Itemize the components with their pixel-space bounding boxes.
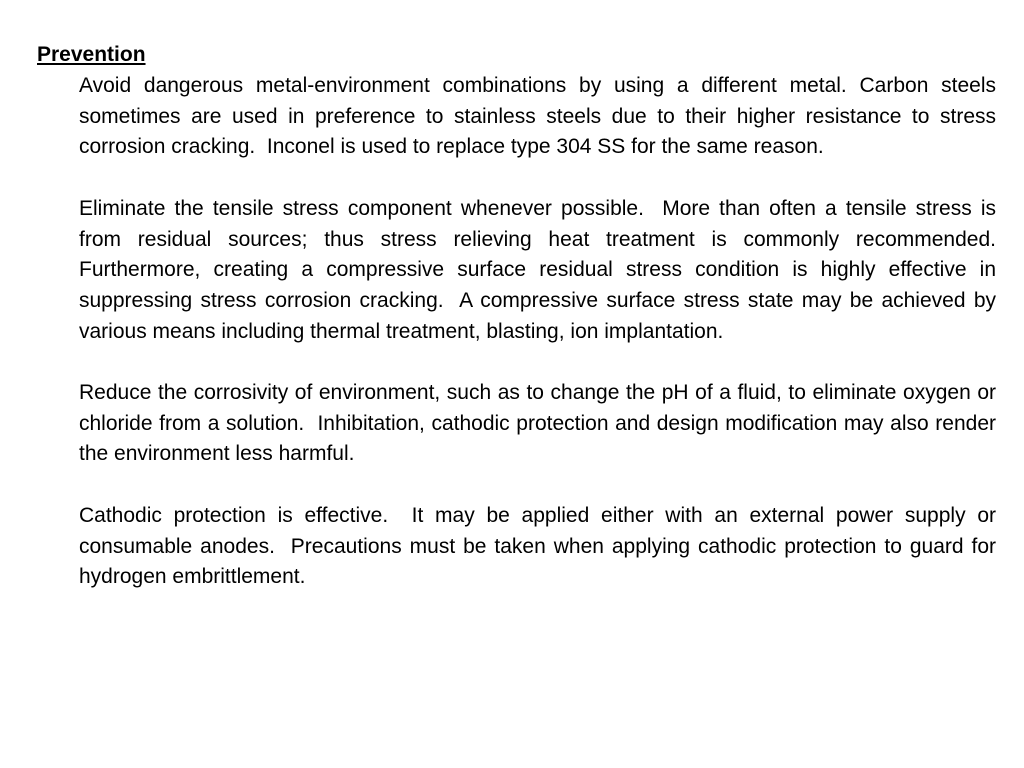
paragraph-tensile-stress: Eliminate the tensile stress component whenever possible. More than often a tensile stress is from residual sources; thus stress relieving heat treatment is commonly recommended. Furthermore, creating a compressive surface residual stress condition is highly effective in suppressing stress corrosion cracking. A compressive surface stress state may be achieved by various means including thermal treatment, blasting, ion implantation. (79, 196, 1008, 343)
paragraph-cathodic-protection: Cathodic protection is effective. It may be applied either with an external power supply or consumable anodes. Precautions must be taken when applying cathodic protection to guard for hydrogen embrittlement. (79, 503, 1002, 589)
body-text (79, 71, 1008, 593)
paragraph-alternative-metals: Avoid dangerous metal-environment combinations by using a different metal. Carbon steels sometimes are used in preference to stainless steels due to their higher resistance to stress corrosion cracking. Inconel is used to replace type 304 SS for the same reason. (79, 74, 1002, 159)
section-heading: Prevention (37, 43, 146, 66)
paragraph-environment-corrosivity: Reduce the corrosivity of environment, such as to change the pH of a fluid, to eliminate oxygen or chloride from a solution. Inhibitation, cathodic protection and design modification may also render the environment less harmful. (79, 381, 1002, 466)
